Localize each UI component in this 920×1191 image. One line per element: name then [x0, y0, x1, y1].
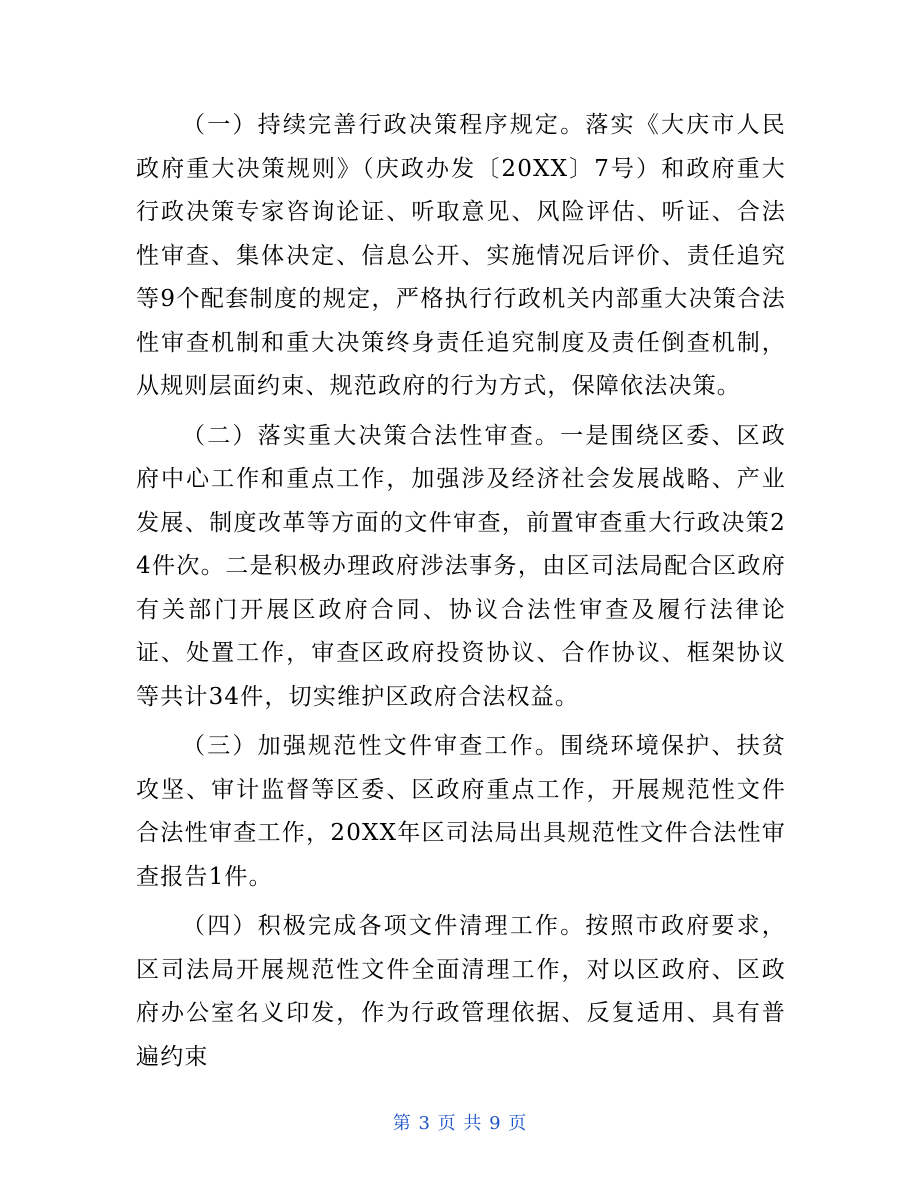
paragraph-2: （二）落实重大决策合法性审查。一是围绕区委、区政府中心工作和重点工作，加强涉及经济社会发展战略、产业发展、制度改革等方面的文件审查，前置审查重大行政决策24件次。二是积极办理政府涉法事务，由区司法局配合区政府有关部门开展区政府合同、协议合法性审查及履行法律论证、处置工作，审查区政府投资协议、合作协议、框架协议等共计34件，切实维护区政府合法权益。 — [136, 422, 786, 710]
document-body — [136, 104, 786, 1085]
page-number-footer: 第 3 页 共 9 页 — [392, 1113, 528, 1134]
paragraph-4: （四）积极完成各项文件清理工作。按照市政府要求，区司法局开展规范性文件全面清理工作，对以区政府、区政府办公室名义印发，作为行政管理依据、反复适用、具有普遍约束 — [136, 913, 786, 1070]
paragraph-3: （三）加强规范性文件审查工作。围绕环境保护、扶贫攻坚、审计监督等区委、区政府重点工作，开展规范性文件合法性审查工作，20XX年区司法局出具规范性文件合法性审查报告1件。 — [136, 733, 786, 890]
paragraph-1: （一）持续完善行政决策程序规定。落实《大庆市人民政府重大决策规则》（庆政办发〔20XX〕7号）和政府重大行政决策专家咨询论证、听取意见、风险评估、听证、合法性审查、集体决定、信息公开、实施情况后评价、责任追究等9个配套制度的规定，严格执行行政机关内部重大决策合法性审查机制和重大决策终身责任追究制度及责任倒查机制，从规则层面约束、规范政府的行为方式，保障依法决策。 — [136, 112, 786, 399]
